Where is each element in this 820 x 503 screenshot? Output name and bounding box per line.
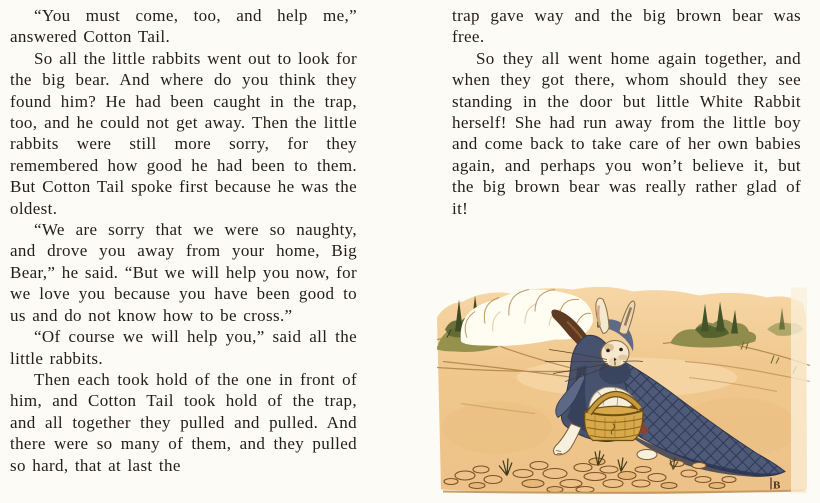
hind-paw: [637, 450, 657, 460]
paragraph: “Of course we will help you,” said all the little rabbits.: [10, 327, 357, 368]
story-illustration: [437, 277, 810, 498]
paragraph: So they all went home again together, and when they got there, whom should they see standing in the door but little White Rabbit herself! She had run away from the little boy and come back to take care of her own babies again, and perhaps you won’t believe it, but the big brown bear was really rather glad of it!: [452, 48, 801, 218]
paragraph: “You must come, too, and help me,” answered Cotton Tail.: [10, 6, 357, 47]
paragraph: So all the little rabbits went out to look for the big bear. And where do you think they found him? He had been caught in the trap, too, and he could not get away. Then the little rabbits were still more sorry, for they remembered how good he had been to them. But Cotton Tail spoke first because he was the oldest.: [10, 48, 357, 218]
left-text-column: [10, 5, 357, 476]
artist-monogram: B: [773, 479, 781, 492]
right-text-column: [452, 5, 801, 219]
paragraph: Then each took hold of the one in front of him, and Cotton Tail took hold of the trap, and all together they pulled and pulled. And there were so many of them, and they pulled so hard, that at last the: [10, 369, 357, 475]
paragraph: “We are sorry that we were so naughty, and drove you away from your home, Big Bear,” he said. “But we will help you now, for we love you because you have been good to us and do not know how to be cross.”: [10, 220, 357, 325]
paragraph: trap gave way and the big brown bear was free.: [452, 6, 801, 47]
scan-edge-strip: [791, 288, 807, 494]
